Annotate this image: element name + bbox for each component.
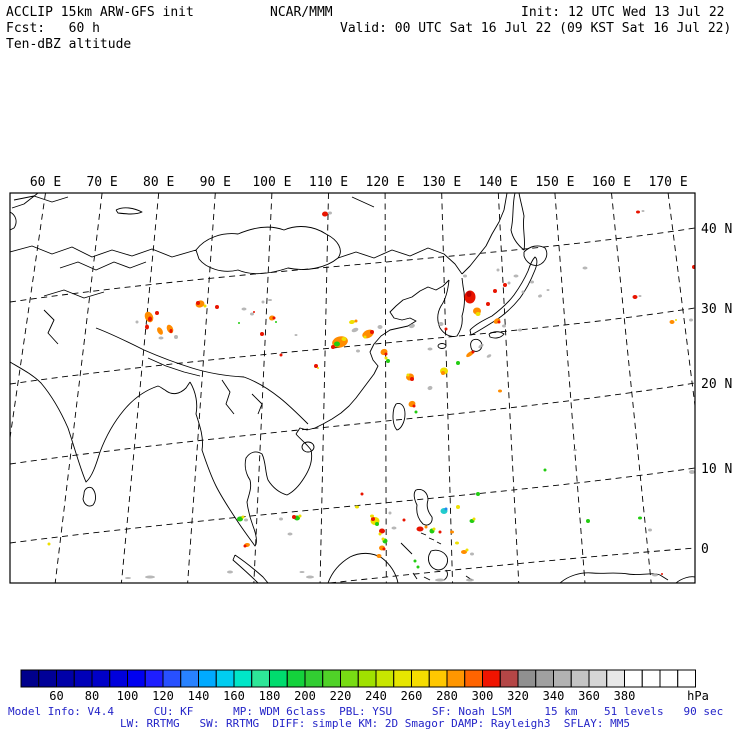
colorbar-tick: 320 bbox=[507, 689, 529, 703]
colorbar-cell bbox=[287, 670, 305, 687]
map-blob bbox=[689, 319, 693, 322]
map-blob bbox=[273, 317, 276, 320]
map-blob bbox=[417, 566, 420, 569]
map-blob bbox=[466, 549, 469, 552]
map-blob bbox=[389, 512, 392, 515]
colorbar-cell bbox=[625, 670, 643, 687]
map-blob bbox=[370, 515, 374, 518]
lat-label: 30 N bbox=[701, 302, 733, 317]
colorbar-cell bbox=[536, 670, 554, 687]
colorbar-tick: 120 bbox=[152, 689, 174, 703]
map-blob bbox=[466, 579, 474, 582]
colorbar-tick: 340 bbox=[542, 689, 565, 703]
map-blob bbox=[648, 529, 652, 532]
colorbar-cell bbox=[163, 670, 181, 687]
map-blob bbox=[661, 573, 663, 575]
colorbar-tick: 140 bbox=[187, 689, 210, 703]
meridian-line bbox=[254, 193, 272, 583]
map-blob bbox=[378, 325, 383, 329]
map-blob bbox=[538, 294, 543, 298]
meridian-line bbox=[320, 193, 328, 583]
map-blob bbox=[530, 281, 534, 284]
map-blob bbox=[342, 337, 347, 341]
lon-label: 140 E bbox=[478, 175, 518, 190]
meridian-line bbox=[0, 193, 46, 583]
colorbar-cell bbox=[500, 670, 518, 687]
map-blob bbox=[275, 321, 277, 323]
colorbar-tick: 100 bbox=[116, 689, 139, 703]
map-blob bbox=[355, 506, 359, 509]
map-blob bbox=[328, 212, 332, 215]
colorbar-tick: 240 bbox=[365, 689, 387, 703]
meridian-line bbox=[442, 193, 453, 583]
colorbar-tick: 260 bbox=[400, 689, 423, 703]
colorbar-cell bbox=[305, 670, 323, 687]
colorbar-cell bbox=[394, 670, 412, 687]
map-blob bbox=[518, 329, 522, 332]
map-blob bbox=[125, 577, 131, 579]
colorbar-tick: 60 bbox=[49, 689, 64, 703]
map-blob bbox=[456, 361, 460, 365]
map-blob bbox=[413, 405, 416, 408]
map-blob bbox=[385, 357, 388, 360]
map-blob bbox=[136, 321, 139, 324]
colorbar-cell bbox=[252, 670, 270, 687]
map-blob bbox=[498, 321, 501, 324]
map-blob bbox=[334, 342, 340, 347]
map-blob bbox=[250, 313, 254, 316]
lat-label: 20 N bbox=[701, 377, 733, 392]
colorbar-cell bbox=[465, 670, 483, 687]
colorbar-tick: 280 bbox=[436, 689, 458, 703]
map-blob bbox=[476, 312, 481, 316]
echo-top-blobs bbox=[48, 210, 697, 582]
map-blob bbox=[514, 275, 519, 278]
colorbar-tick: 180 bbox=[258, 689, 281, 703]
colorbar-cell bbox=[589, 670, 607, 687]
map-blob bbox=[547, 289, 550, 291]
map-blob bbox=[361, 328, 375, 340]
latitude-axis bbox=[701, 222, 732, 557]
lat-label: 40 N bbox=[701, 222, 733, 237]
map-blob bbox=[439, 531, 442, 534]
map-blob bbox=[204, 305, 207, 308]
map-blob bbox=[196, 301, 200, 305]
map-blob bbox=[427, 385, 433, 390]
map-blob bbox=[292, 515, 296, 519]
map-blob bbox=[156, 326, 164, 335]
meridian-line bbox=[55, 193, 102, 583]
map-blob bbox=[689, 470, 695, 474]
colorbar-cell bbox=[678, 670, 696, 687]
map-blob bbox=[349, 320, 356, 325]
map-blob bbox=[675, 319, 677, 321]
map-blob bbox=[145, 576, 155, 579]
colorbar-cell bbox=[92, 670, 110, 687]
map-blob bbox=[508, 282, 511, 285]
parallel-line bbox=[10, 468, 695, 543]
map-blob bbox=[403, 519, 406, 522]
map-blob bbox=[165, 324, 174, 335]
field-name: Ten-dBZ altitude bbox=[6, 37, 132, 52]
map-blob bbox=[410, 377, 414, 381]
map-blob bbox=[331, 345, 335, 349]
map-blob bbox=[364, 336, 367, 339]
lon-label: 110 E bbox=[308, 175, 349, 190]
map-blob bbox=[370, 330, 374, 334]
lon-label: 150 E bbox=[535, 175, 575, 190]
map-blob bbox=[415, 411, 418, 414]
map-blob bbox=[238, 322, 240, 324]
map-blob bbox=[322, 211, 329, 217]
map-frame bbox=[10, 193, 695, 583]
coastlines bbox=[10, 193, 695, 583]
map-blob bbox=[375, 522, 379, 526]
colorbar-tick: 160 bbox=[223, 689, 245, 703]
colorbar-tick: 360 bbox=[578, 689, 600, 703]
colorbar bbox=[21, 670, 709, 703]
map-blob bbox=[470, 553, 474, 556]
lon-label: 70 E bbox=[86, 175, 118, 190]
map-blob bbox=[306, 576, 314, 579]
map-blob bbox=[148, 317, 152, 322]
org-label: NCAR/MMM bbox=[270, 5, 333, 20]
lon-label: 160 E bbox=[591, 175, 632, 190]
map-blob bbox=[268, 299, 272, 301]
map-blob bbox=[392, 527, 397, 530]
map-blob bbox=[544, 469, 547, 472]
map-blob bbox=[407, 374, 410, 377]
colorbar-cell bbox=[571, 670, 589, 687]
colorbar-cell bbox=[216, 670, 234, 687]
model-info-line1: Model Info: V4.4 CU: KF MP: WDM 6class PBL: YSU SF: Noah LSM 15 km 51 levels 90 sec bbox=[8, 705, 724, 718]
map-blob bbox=[425, 526, 428, 529]
colorbar-cell bbox=[74, 670, 92, 687]
map-blob bbox=[486, 353, 492, 358]
map-blob bbox=[295, 334, 298, 336]
colorbar-cell bbox=[21, 670, 39, 687]
map-blob bbox=[382, 538, 385, 541]
map-blob bbox=[244, 519, 248, 522]
lon-label: 100 E bbox=[252, 175, 292, 190]
colorbar-cell bbox=[447, 670, 465, 687]
map-blob bbox=[497, 269, 500, 272]
map-blob bbox=[351, 327, 359, 333]
map-blob bbox=[441, 371, 445, 375]
map-blob bbox=[493, 289, 497, 293]
colorbar-tick: 380 bbox=[613, 689, 636, 703]
map-blob bbox=[455, 542, 459, 545]
colorbar-tick: 80 bbox=[84, 689, 100, 703]
map-blob bbox=[361, 493, 364, 496]
map-blob bbox=[435, 579, 445, 582]
lon-label: 80 E bbox=[143, 175, 175, 190]
model-info-line2: LW: RRTMG SW: RRTMG DIFF: simple KM: 2D Smagor DAMP: Rayleigh3 SFLAY: MM5 bbox=[120, 717, 630, 730]
map-blob bbox=[638, 517, 642, 520]
colorbar-cell bbox=[39, 670, 57, 687]
lon-label: 170 E bbox=[648, 175, 688, 190]
map-blob bbox=[456, 505, 460, 509]
lat-label: 0 bbox=[701, 542, 709, 557]
colorbar-cell bbox=[199, 670, 217, 687]
lat-label: 10 N bbox=[701, 462, 733, 477]
map-blob bbox=[639, 295, 642, 297]
map-blob bbox=[317, 367, 319, 369]
map-blob bbox=[383, 548, 386, 551]
colorbar-cell bbox=[128, 670, 146, 687]
map-blob bbox=[586, 519, 590, 523]
parallel-line bbox=[10, 228, 695, 302]
map-blob bbox=[642, 210, 645, 212]
map-blob bbox=[48, 543, 51, 546]
map-blob bbox=[633, 295, 638, 299]
colorbar-cell bbox=[145, 670, 163, 687]
colorbar-cell bbox=[341, 670, 359, 687]
plot-title: ACCLIP 15km ARW-GFS init bbox=[6, 5, 194, 20]
parallel-line bbox=[10, 308, 695, 384]
longitude-axis bbox=[30, 175, 688, 190]
map-blob bbox=[155, 311, 159, 315]
map-blob bbox=[279, 518, 283, 521]
colorbar-unit: hPa bbox=[687, 689, 709, 703]
map-blob bbox=[300, 571, 305, 573]
meridian-line bbox=[612, 193, 652, 583]
map-blob bbox=[433, 528, 436, 531]
map-blob bbox=[463, 275, 467, 278]
map-blob bbox=[652, 574, 658, 577]
colorbar-cell bbox=[518, 670, 536, 687]
colorbar-cell bbox=[270, 670, 288, 687]
fcst-hour: Fcst: 60 h bbox=[6, 21, 100, 36]
parallel-line bbox=[10, 383, 695, 464]
lon-label: 90 E bbox=[199, 175, 231, 190]
map-blob bbox=[262, 301, 265, 304]
map-blob bbox=[355, 320, 358, 323]
map-blob bbox=[636, 211, 640, 214]
colorbar-cell bbox=[110, 670, 128, 687]
map-blob bbox=[215, 305, 219, 309]
colorbar-cell bbox=[181, 670, 199, 687]
colorbar-cell bbox=[607, 670, 625, 687]
map-blob bbox=[417, 527, 424, 532]
map-blob bbox=[670, 320, 675, 324]
colorbar-cell bbox=[376, 670, 394, 687]
map-blob bbox=[439, 322, 444, 326]
map-blob bbox=[467, 291, 472, 297]
map-blob bbox=[174, 335, 178, 339]
colorbar-cell bbox=[660, 670, 678, 687]
init-time: Init: 12 UTC Wed 13 Jul 22 bbox=[521, 5, 725, 20]
colorbar-cell bbox=[483, 670, 501, 687]
map-blob bbox=[502, 325, 506, 328]
map-blob bbox=[244, 545, 247, 548]
map-blob bbox=[583, 267, 588, 270]
map-blob bbox=[227, 571, 233, 574]
map-blob bbox=[377, 554, 382, 558]
map-blob bbox=[428, 348, 433, 351]
colorbar-tick: 300 bbox=[471, 689, 494, 703]
map-blob bbox=[498, 390, 502, 393]
map-blob bbox=[253, 311, 255, 313]
colorbar-cell bbox=[323, 670, 341, 687]
colorbar-cell bbox=[57, 670, 75, 687]
map-blob bbox=[414, 560, 417, 563]
map-blob bbox=[522, 291, 525, 294]
map-blob bbox=[356, 350, 360, 353]
lon-label: 60 E bbox=[29, 175, 62, 190]
colorbar-tick: 220 bbox=[329, 689, 352, 703]
colorbar-cell bbox=[412, 670, 430, 687]
map-blob bbox=[573, 449, 577, 451]
map-blob bbox=[386, 359, 390, 363]
map-blob bbox=[288, 533, 293, 536]
map-blob bbox=[408, 323, 415, 329]
meridian-line bbox=[385, 193, 386, 583]
colorbar-cell bbox=[642, 670, 660, 687]
map-blob bbox=[445, 508, 448, 511]
map-blob bbox=[159, 337, 164, 340]
lon-label: 120 E bbox=[365, 175, 405, 190]
map-blob bbox=[371, 517, 375, 521]
map-blob bbox=[379, 533, 382, 536]
meridian-line bbox=[555, 193, 585, 583]
map-blob bbox=[503, 283, 507, 287]
lon-label: 130 E bbox=[422, 175, 462, 190]
map-blob bbox=[170, 329, 173, 333]
map-blob bbox=[476, 492, 480, 496]
colorbar-cell bbox=[234, 670, 252, 687]
map-blob bbox=[486, 302, 490, 306]
map-blob bbox=[472, 351, 475, 354]
map-blob bbox=[260, 332, 264, 336]
colorbar-cell bbox=[429, 670, 447, 687]
map-blob bbox=[242, 516, 245, 519]
map-blob bbox=[242, 308, 247, 311]
map-blob bbox=[145, 325, 149, 330]
map-blob bbox=[445, 328, 448, 331]
valid-time: Valid: 00 UTC Sat 16 Jul 22 (09 KST Sat 16 Jul 22) bbox=[340, 21, 732, 36]
map-blob bbox=[385, 353, 388, 356]
map-blob bbox=[299, 515, 302, 518]
colorbar-cell bbox=[554, 670, 572, 687]
colorbar-tick: 200 bbox=[294, 689, 316, 703]
map-blob bbox=[280, 354, 283, 357]
map-blob bbox=[473, 518, 476, 521]
parallel-line bbox=[330, 548, 695, 583]
map-blob bbox=[450, 531, 454, 534]
colorbar-cell bbox=[358, 670, 376, 687]
